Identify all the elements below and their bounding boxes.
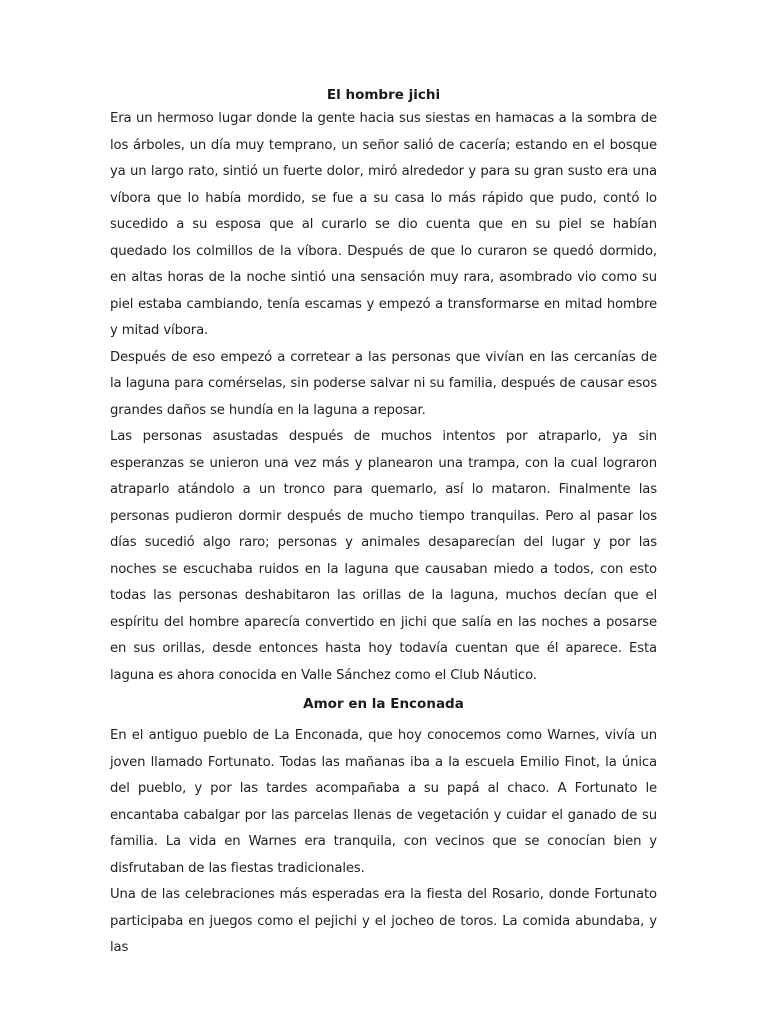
story-title-amor-en-la-enconada: Amor en la Enconada (303, 696, 464, 712)
story2-paragraph-1: En el antiguo pueblo de La Enconada, que hoy conocemos como Warnes, vivía un joven llamado Fortunato. Todas las mañanas iba a la escuela Emilio Finot, la única del pueblo, y por las tardes acompañaba a su papá al chaco. A Fortunato le encantaba cabalgar por las parcelas llenas de vegetación y cuidar el ganado de su familia. La vida en Warnes era tranquila, con vecinos que se conocían bien y disfrutaban de las fiestas tradicionales. (110, 728, 657, 876)
story2-title-wrap (110, 693, 657, 715)
document-content (110, 84, 657, 962)
story2-paragraph-2: Una de las celebraciones más esperadas era la fiesta del Rosario, donde Fortunato participaba en juegos como el pejichi y el jocheo de toros. La comida abundaba, y las (110, 887, 657, 955)
story1-paragraph-3: Las personas asustadas después de muchos intentos por atraparlo, ya sin esperanzas se unieron una vez más y planearon una trampa, con la cual lograron atraparlo atándolo a un tronco para quemarlo, así lo mataron. Finalmente las personas pudieron dormir después de mucho tiempo tranquilas. Pero al pasar los días sucedió algo raro; personas y animales desaparecían del lugar y por las noches se escuchaba ruidos en la laguna que causaban miedo a todos, con esto todas las personas deshabitaron las orillas de la laguna, muchos decían que el espíritu del hombre aparecía convertido en jichi que salía en las noches a posarse en sus orillas, desde entonces hasta hoy todavía cuentan que él aparece. Esta laguna es ahora conocida en Valle Sánchez como el Club Náutico. (110, 429, 657, 683)
story1-paragraph-2: Después de eso empezó a corretear a las personas que vivían en las cercanías de la laguna para comérselas, sin poderse salvar ni su familia, después de causar esos grandes daños se hundía en la laguna a reposar. (110, 349, 657, 418)
story-title-el-hombre-jichi: El hombre jichi (326, 87, 441, 103)
story1-paragraph-1: Era un hermoso lugar donde la gente hacia sus siestas en hamacas a la sombra de los árboles, un día muy temprano, un señor salió de cacería; estando en el bosque ya un largo rato, sintió un fuerte dolor, miró alrededor y para su gran susto era una víbora que lo había mordido, se fue a su casa lo más rápido que pudo, contó lo sucedido a su esposa que al curarlo se dio cuenta que en su piel se habían quedado los colmillos de la víbora. Después de que lo curaron se quedó dormido, en altas horas de la noche sintió una sensación muy rara, asombrado vio como su piel estaba cambiando, tenía escamas y empezó a transformarse en mitad hombre y mitad víbora. (110, 111, 657, 338)
